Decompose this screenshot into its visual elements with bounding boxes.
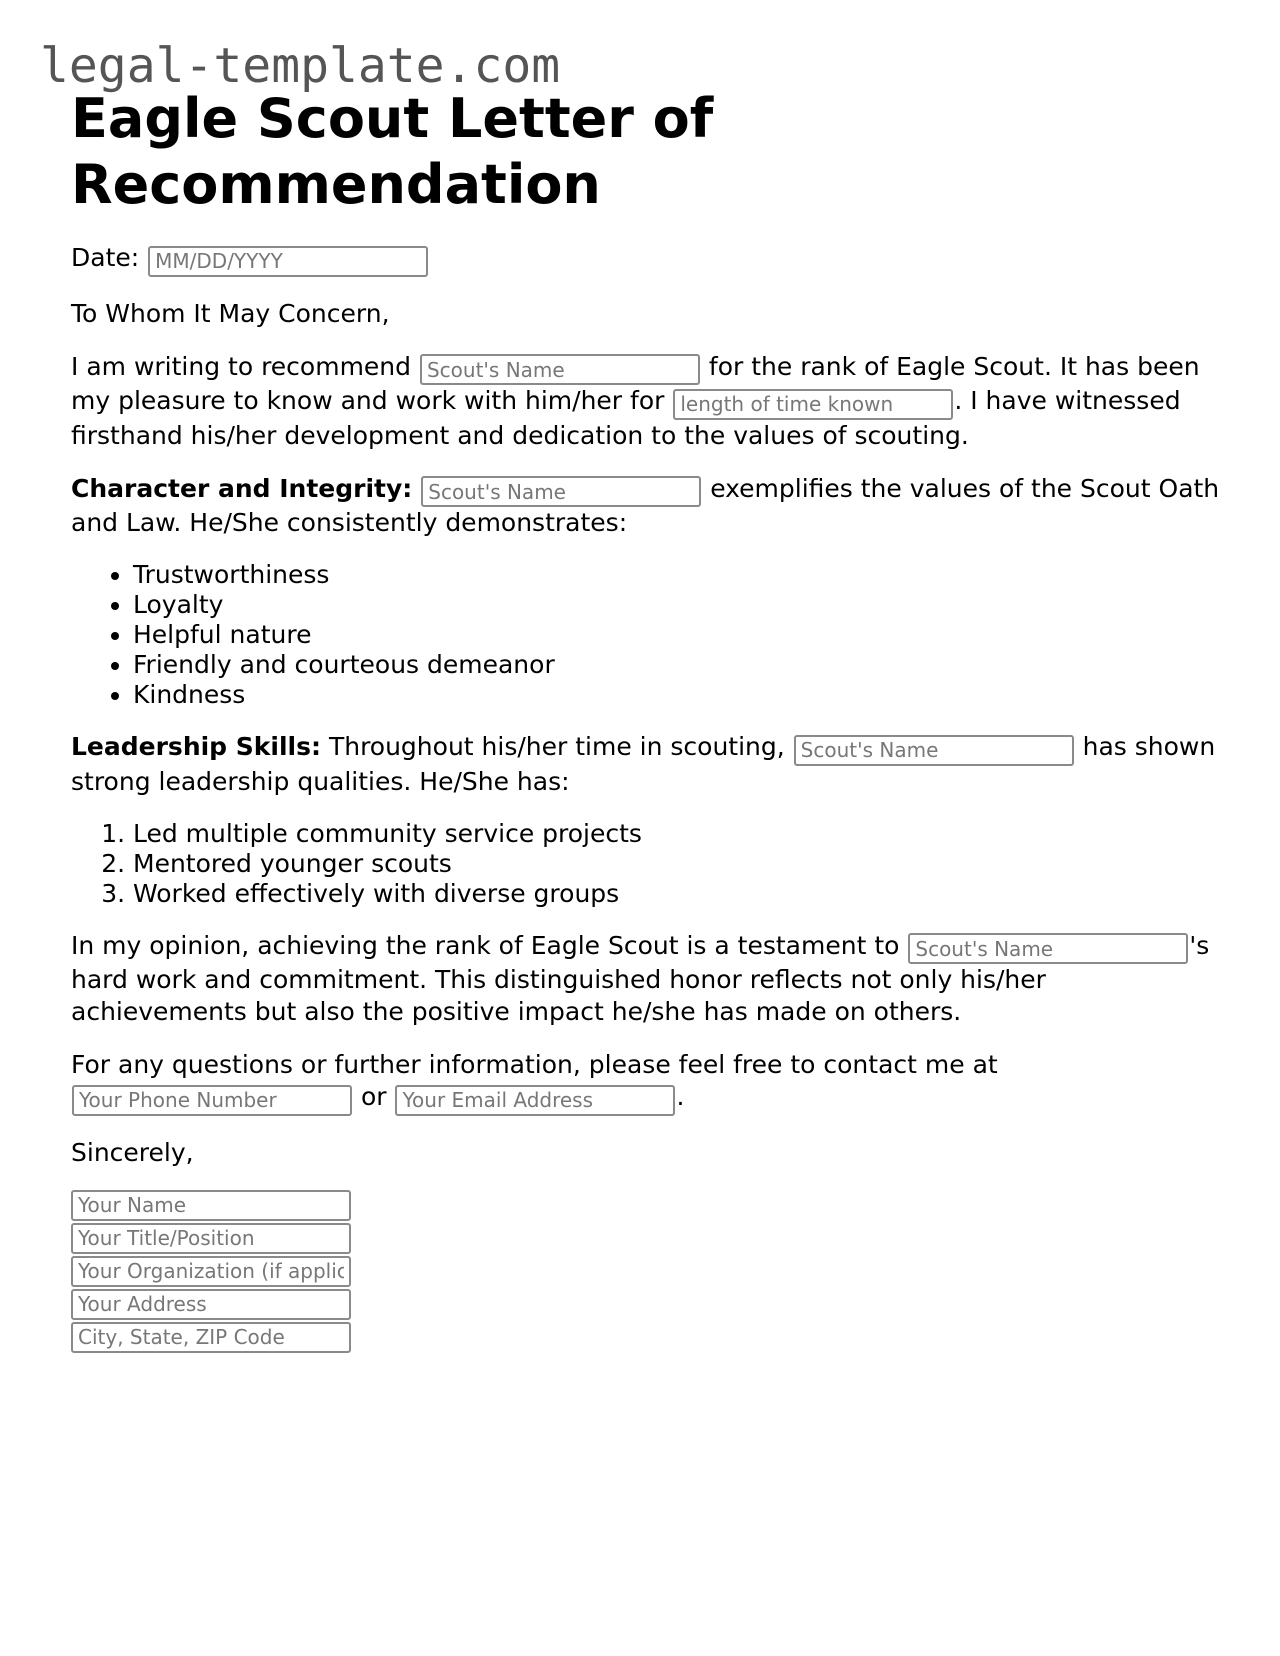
salutation: To Whom It May Concern, xyxy=(71,298,390,328)
closing: Sincerely, xyxy=(71,1137,194,1167)
email-input[interactable] xyxy=(395,1085,675,1116)
organization-input[interactable] xyxy=(71,1256,351,1287)
leadership-paragraph: Leadership Skills: Throughout his/her time in scouting, Scout's Name has shown strong leadership qualities. He/She has: xyxy=(71,731,1221,798)
date-label: Date: xyxy=(71,243,140,272)
list-item: • Friendly and courteous demeanor xyxy=(133,650,1221,680)
address-input[interactable] xyxy=(71,1289,351,1320)
list-item: 1. Led multiple community service projects xyxy=(133,819,1221,849)
traits-list xyxy=(71,560,1221,710)
your-name-input[interactable] xyxy=(71,1190,351,1221)
watermark: legal-template.com xyxy=(40,38,561,94)
list-item: 3. Worked effectively with diverse groups xyxy=(133,879,1221,909)
character-paragraph: Character and Integrity: Scout's Name exemplifies the values of the Scout Oath and Law. He/She consistently demonstrates: xyxy=(71,473,1221,540)
opinion-paragraph: In my opinion, achieving the rank of Eagle Scout is a testament to Scout's Name 's hard work and commitment. This distinguished honor reflects not only his/her achievements but also the positive impact he/she has made on others. xyxy=(71,930,1221,1029)
letter-document xyxy=(71,86,1221,1355)
list-item: • Helpful nature xyxy=(133,620,1221,650)
date-input[interactable] xyxy=(148,246,428,277)
signature-block xyxy=(71,1190,352,1355)
scout-name-input[interactable] xyxy=(421,476,701,507)
leadership-list xyxy=(71,819,1221,909)
page-title: Eagle Scout Letter of Recommendation xyxy=(71,87,714,216)
leadership-heading: Leadership Skills: xyxy=(71,732,321,761)
length-of-time-input[interactable] xyxy=(673,389,953,420)
list-item: • Loyalty xyxy=(133,590,1221,620)
intro-paragraph: I am writing to recommend Scout's Name for the rank of Eagle Scout. It has been my pleasure to know and work with him/her for length of time known . I have witnessed firsthand his/her development and dedication to the values of scouting. xyxy=(71,351,1221,452)
scout-name-input[interactable] xyxy=(794,735,1074,766)
contact-paragraph: For any questions or further information, please feel free to contact me at Your Phone Number or Your Email Address . xyxy=(71,1049,1221,1116)
scout-name-input[interactable] xyxy=(908,933,1188,964)
phone-input[interactable] xyxy=(72,1085,352,1116)
character-heading: Character and Integrity: xyxy=(71,473,413,503)
scout-name-input[interactable] xyxy=(420,354,700,385)
list-item: • Kindness xyxy=(133,680,1221,710)
city-state-zip-input[interactable] xyxy=(71,1322,351,1353)
list-item: 2. Mentored younger scouts xyxy=(133,849,1221,879)
title-position-input[interactable] xyxy=(71,1223,351,1254)
date-line xyxy=(71,242,1221,277)
list-item: • Trustworthiness xyxy=(133,560,1221,590)
